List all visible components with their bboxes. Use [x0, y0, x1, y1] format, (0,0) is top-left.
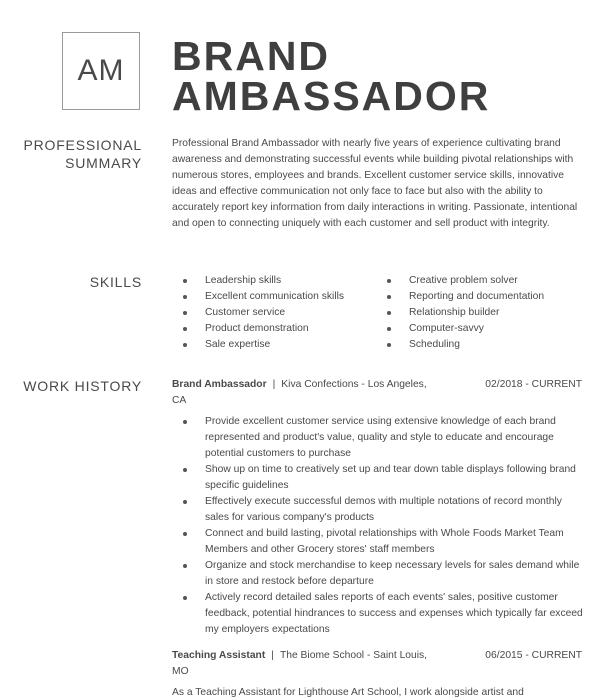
summary-heading-line-1: PROFESSIONAL [23, 137, 142, 153]
job-company: The Biome School - Saint Louis, [279, 650, 428, 661]
summary-text: Professional Brand Ambassador with nearly five years of experience cultivating brand awareness and demonstrating successful events while building pivotal relationships with numerous stores, employees and brands. Excellent customer service skills, innovative ideas and effective communication not only face to face but also with the ability to accurately report key information from daily interactions in writing. Passionate, intentional and open to connecting uniquely with each customer and sell product with integrity. [172, 138, 578, 229]
title-line-2: AMBASSADOR [172, 73, 491, 119]
skills-list-left [172, 273, 372, 353]
job-2-description: As a Teaching Assistant for Lighthouse Art School, I work alongside artist and [172, 687, 524, 698]
job-bullet: Organize and stock merchandise to keep necessary levels for sales demand while in store and restock before departure [172, 558, 584, 590]
skill-item: Product demonstration [172, 321, 372, 337]
job-bullet: Actively record detailed sales reports of each events' sales, positive customer feedback, potential hindrances to success and expenses which typically far exceed my employers expectations [172, 590, 584, 638]
job-bullet: Show up on time to creatively set up and tear down table displays following brand specific guidelines [172, 462, 584, 494]
resume-title [172, 33, 491, 119]
skills-heading-text: SKILLS [89, 274, 142, 290]
summary-heading [23, 136, 142, 172]
job-title: Teaching Assistant [172, 650, 266, 661]
summary-heading-line-2: SUMMARY [65, 155, 142, 171]
job-dates: 06/2015 - CURRENT [485, 650, 582, 661]
job-1-bullets [172, 414, 584, 638]
job-header-2 [172, 648, 582, 680]
job-dates: 02/2018 - CURRENT [485, 379, 582, 390]
skill-item: Excellent communication skills [172, 289, 372, 305]
job-company-cont: MO [172, 666, 189, 677]
monogram-text: AM [77, 54, 125, 87]
work-history-heading-text: WORK HISTORY [23, 378, 142, 394]
job-bullet: Effectively execute successful demos with multiple notations of record monthly sales for various company's products [172, 494, 584, 526]
job-header-1 [172, 377, 582, 409]
job-title-line [172, 377, 462, 393]
work-history-heading [23, 377, 142, 395]
skill-item: Reporting and documentation [376, 289, 576, 305]
skill-item: Creative problem solver [376, 273, 576, 289]
job-company: Kiva Confections - Los Angeles, [281, 379, 427, 390]
skill-item: Computer-savvy [376, 321, 576, 337]
skill-item: Relationship builder [376, 305, 576, 321]
monogram-box [62, 32, 140, 110]
skills-heading [90, 273, 142, 291]
title-line-1: BRAND [172, 33, 331, 79]
skill-item: Sale expertise [172, 337, 372, 353]
job-separator: | [272, 379, 276, 390]
job-title: Brand Ambassador [172, 379, 267, 390]
job-separator: | [271, 650, 274, 661]
job-company-cont: CA [172, 395, 187, 406]
skill-item: Leadership skills [172, 273, 372, 289]
job-bullet: Provide excellent customer service using extensive knowledge of each brand represented and product's value, quality and style to educate and encourage potential customers to purchase [172, 414, 584, 462]
job-bullet: Connect and build lasting, pivotal relationships with Whole Foods Market Team Members and other Grocery stores' staff members [172, 526, 584, 558]
job-title-line [172, 648, 462, 664]
skill-item: Scheduling [376, 337, 576, 353]
skill-item: Customer service [172, 305, 372, 321]
skills-list-right [376, 273, 576, 353]
